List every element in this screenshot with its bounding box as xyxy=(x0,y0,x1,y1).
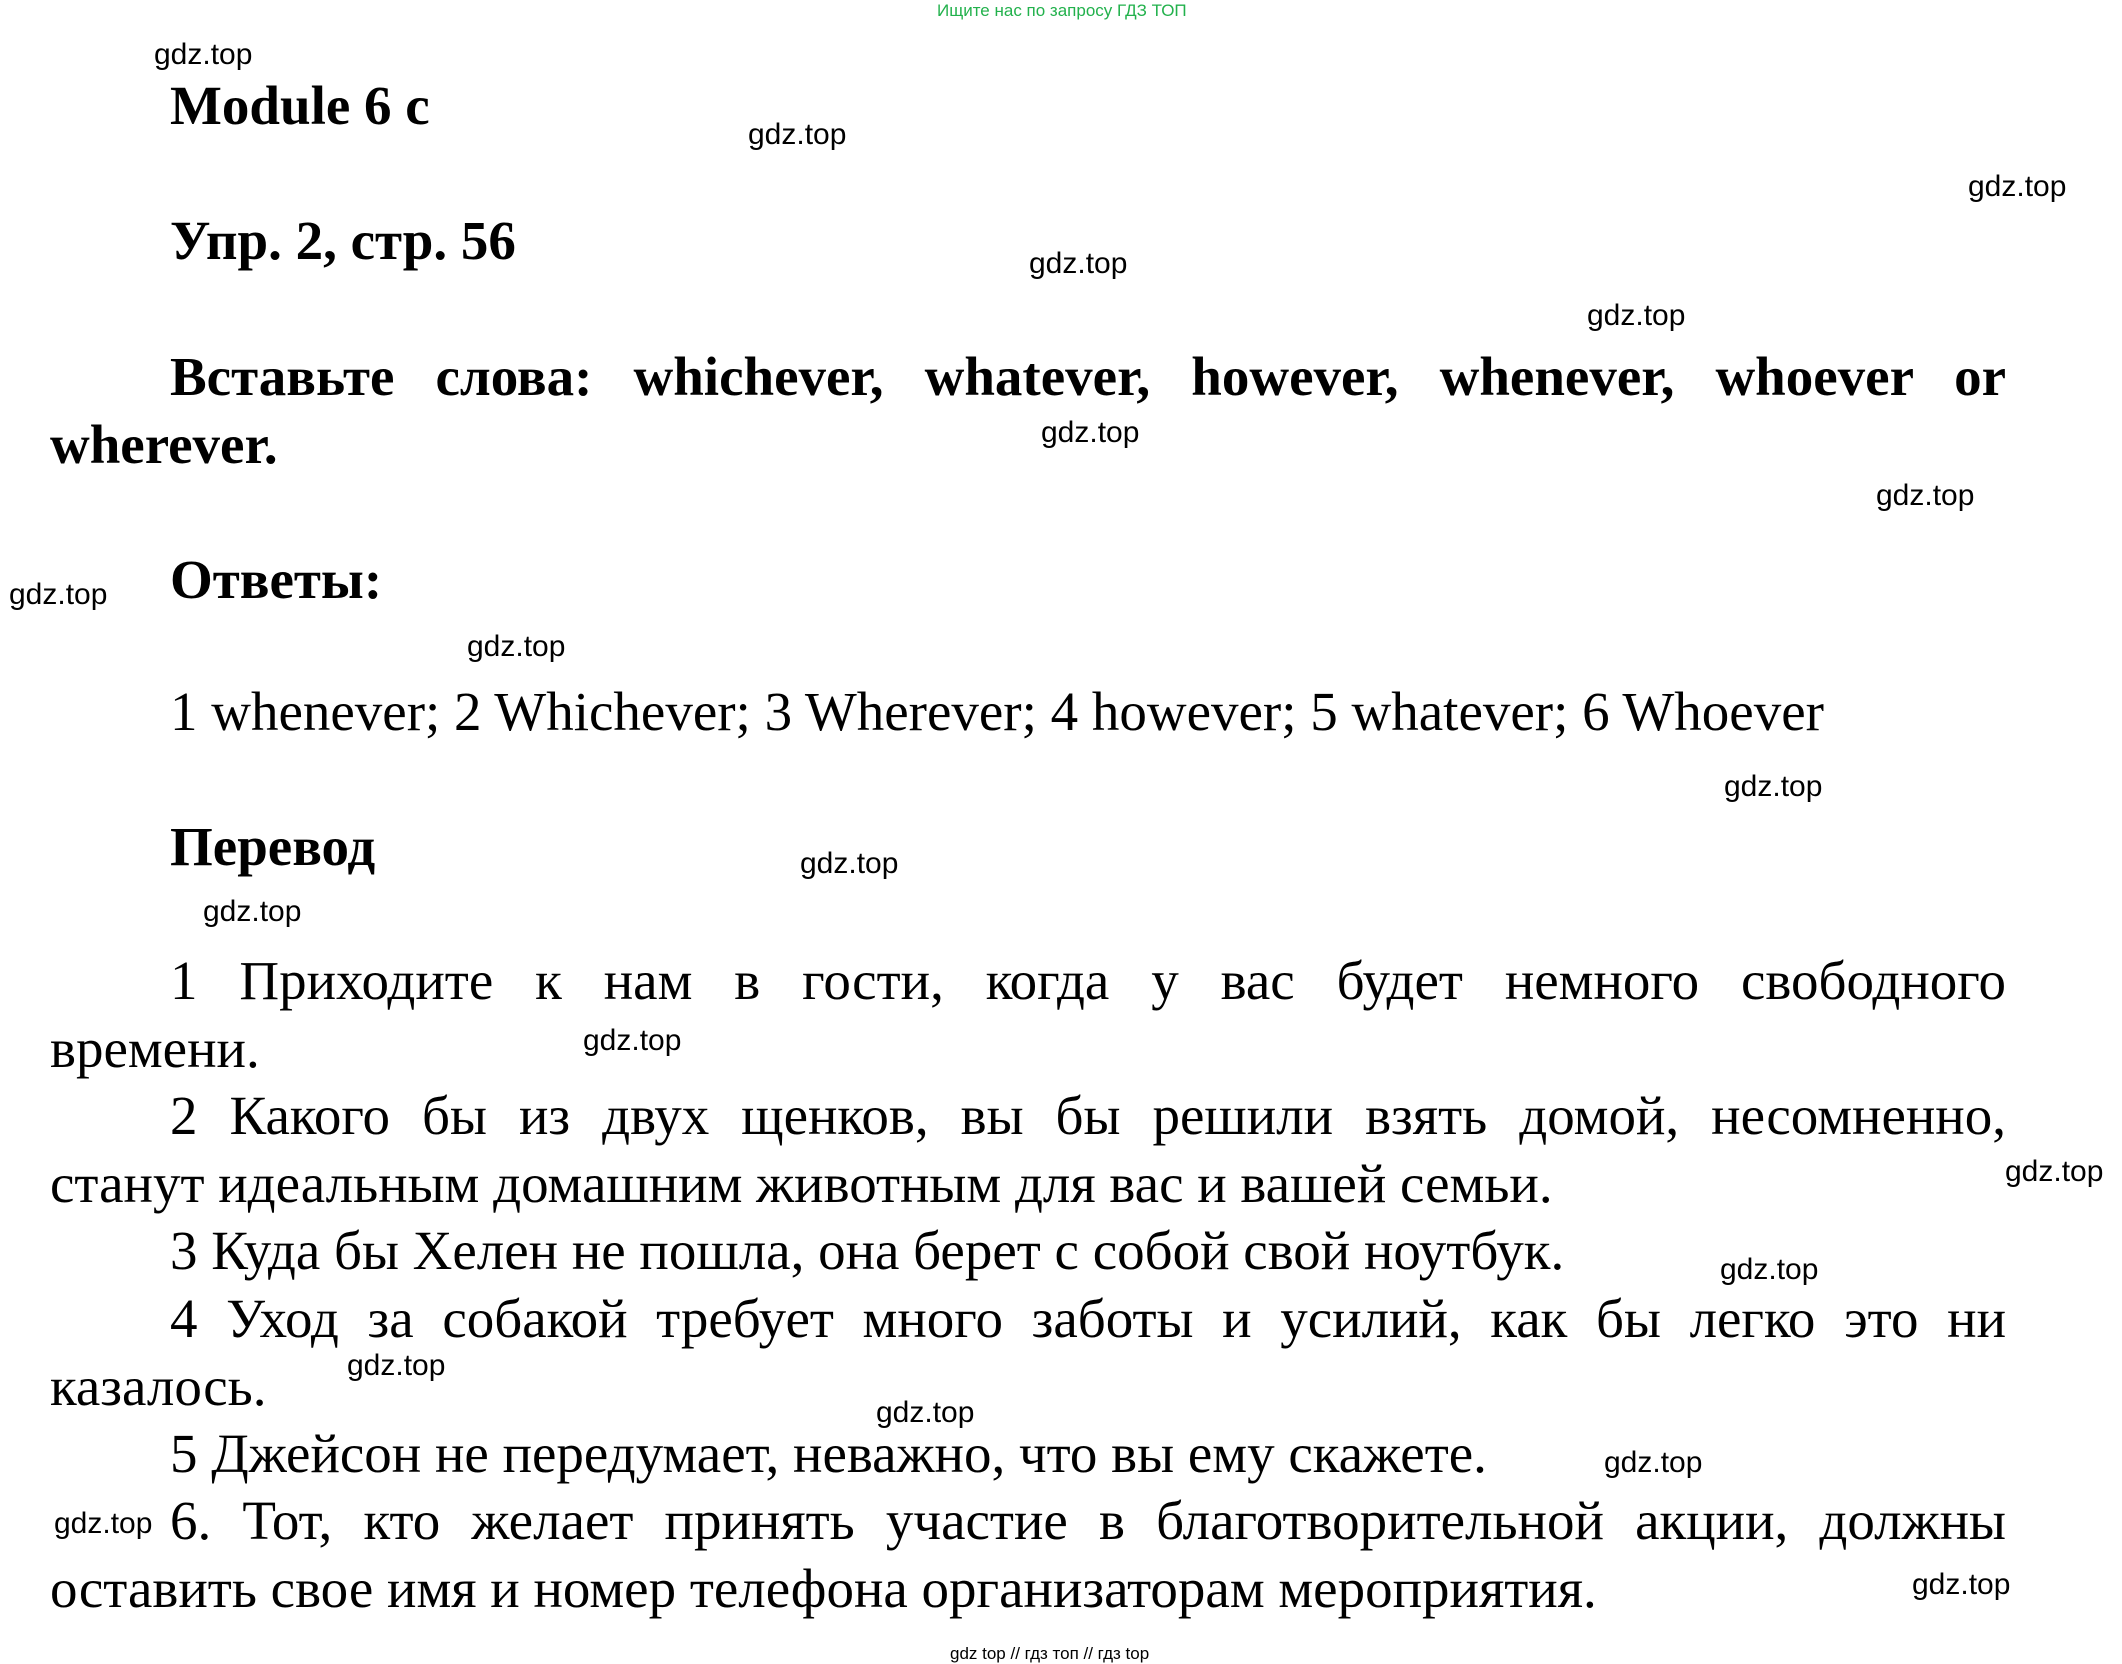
watermark: gdz.top xyxy=(2005,1155,2104,1188)
instruction-line-1: Вставьте слова: whichever, whatever, however, whenever, whoever or xyxy=(170,346,2006,407)
translation-4-line-2: казалось. xyxy=(50,1356,267,1417)
translation-4-line-1: 4 Уход за собакой требует много заботы и усилий, как бы легко это ни xyxy=(170,1288,2006,1349)
answers-text: 1 whenever; 2 Whichever; 3 Wherever; 4 however; 5 whatever; 6 Whoever xyxy=(170,681,1824,742)
watermark: gdz.top xyxy=(876,1396,975,1429)
translation-5-line-1: 5 Джейсон не передумает, неважно, что вы ему скажете. xyxy=(170,1423,1487,1484)
watermark: gdz.top xyxy=(1968,170,2067,203)
answers-heading: Ответы: xyxy=(170,549,383,610)
watermark: gdz.top xyxy=(1029,247,1128,280)
translation-3-line-1: 3 Куда бы Хелен не пошла, она берет с собой свой ноутбук. xyxy=(170,1220,1565,1281)
module-title: Module 6 c xyxy=(170,75,430,136)
watermark: gdz.top xyxy=(1720,1253,1819,1286)
watermark: gdz.top xyxy=(1604,1446,1703,1479)
watermark: gdz.top xyxy=(1912,1568,2011,1601)
footer-note: gdz top // гдз топ // гдз top xyxy=(950,1644,1150,1663)
watermark: gdz.top xyxy=(9,578,108,611)
instruction-line-2: wherever. xyxy=(50,414,278,475)
watermark: gdz.top xyxy=(347,1349,446,1382)
exercise-title: Упр. 2, стр. 56 xyxy=(170,210,516,271)
watermark: gdz.top xyxy=(54,1507,153,1540)
watermark: gdz.top xyxy=(467,630,566,663)
watermark: gdz.top xyxy=(1587,299,1686,332)
translation-1-line-1: 1 Приходите к нам в гости, когда у вас будет немного свободного xyxy=(170,950,2006,1011)
header-note: Ищите нас по запросу ГДЗ ТОП xyxy=(937,1,1187,20)
translation-2-line-1: 2 Какого бы из двух щенков, вы бы решили взять домой, несомненно, xyxy=(170,1085,2006,1146)
watermark: gdz.top xyxy=(1041,416,1140,449)
translation-6-line-2: оставить свое имя и номер телефона организаторам мероприятия. xyxy=(50,1558,1597,1619)
watermark: gdz.top xyxy=(1724,770,1823,803)
watermark: gdz.top xyxy=(800,847,899,880)
watermark: gdz.top xyxy=(748,118,847,151)
watermark: gdz.top xyxy=(1876,479,1975,512)
translation-6-line-1: 6. Тот, кто желает принять участие в благотворительной акции, должны xyxy=(170,1490,2006,1551)
translation-heading: Перевод xyxy=(170,816,376,877)
watermark: gdz.top xyxy=(583,1024,682,1057)
translation-1-line-2: времени. xyxy=(50,1018,260,1079)
watermark: gdz.top xyxy=(203,895,302,928)
translation-2-line-2: станут идеальным домашним животным для вас и вашей семьи. xyxy=(50,1153,1553,1214)
watermark: gdz.top xyxy=(154,38,253,71)
